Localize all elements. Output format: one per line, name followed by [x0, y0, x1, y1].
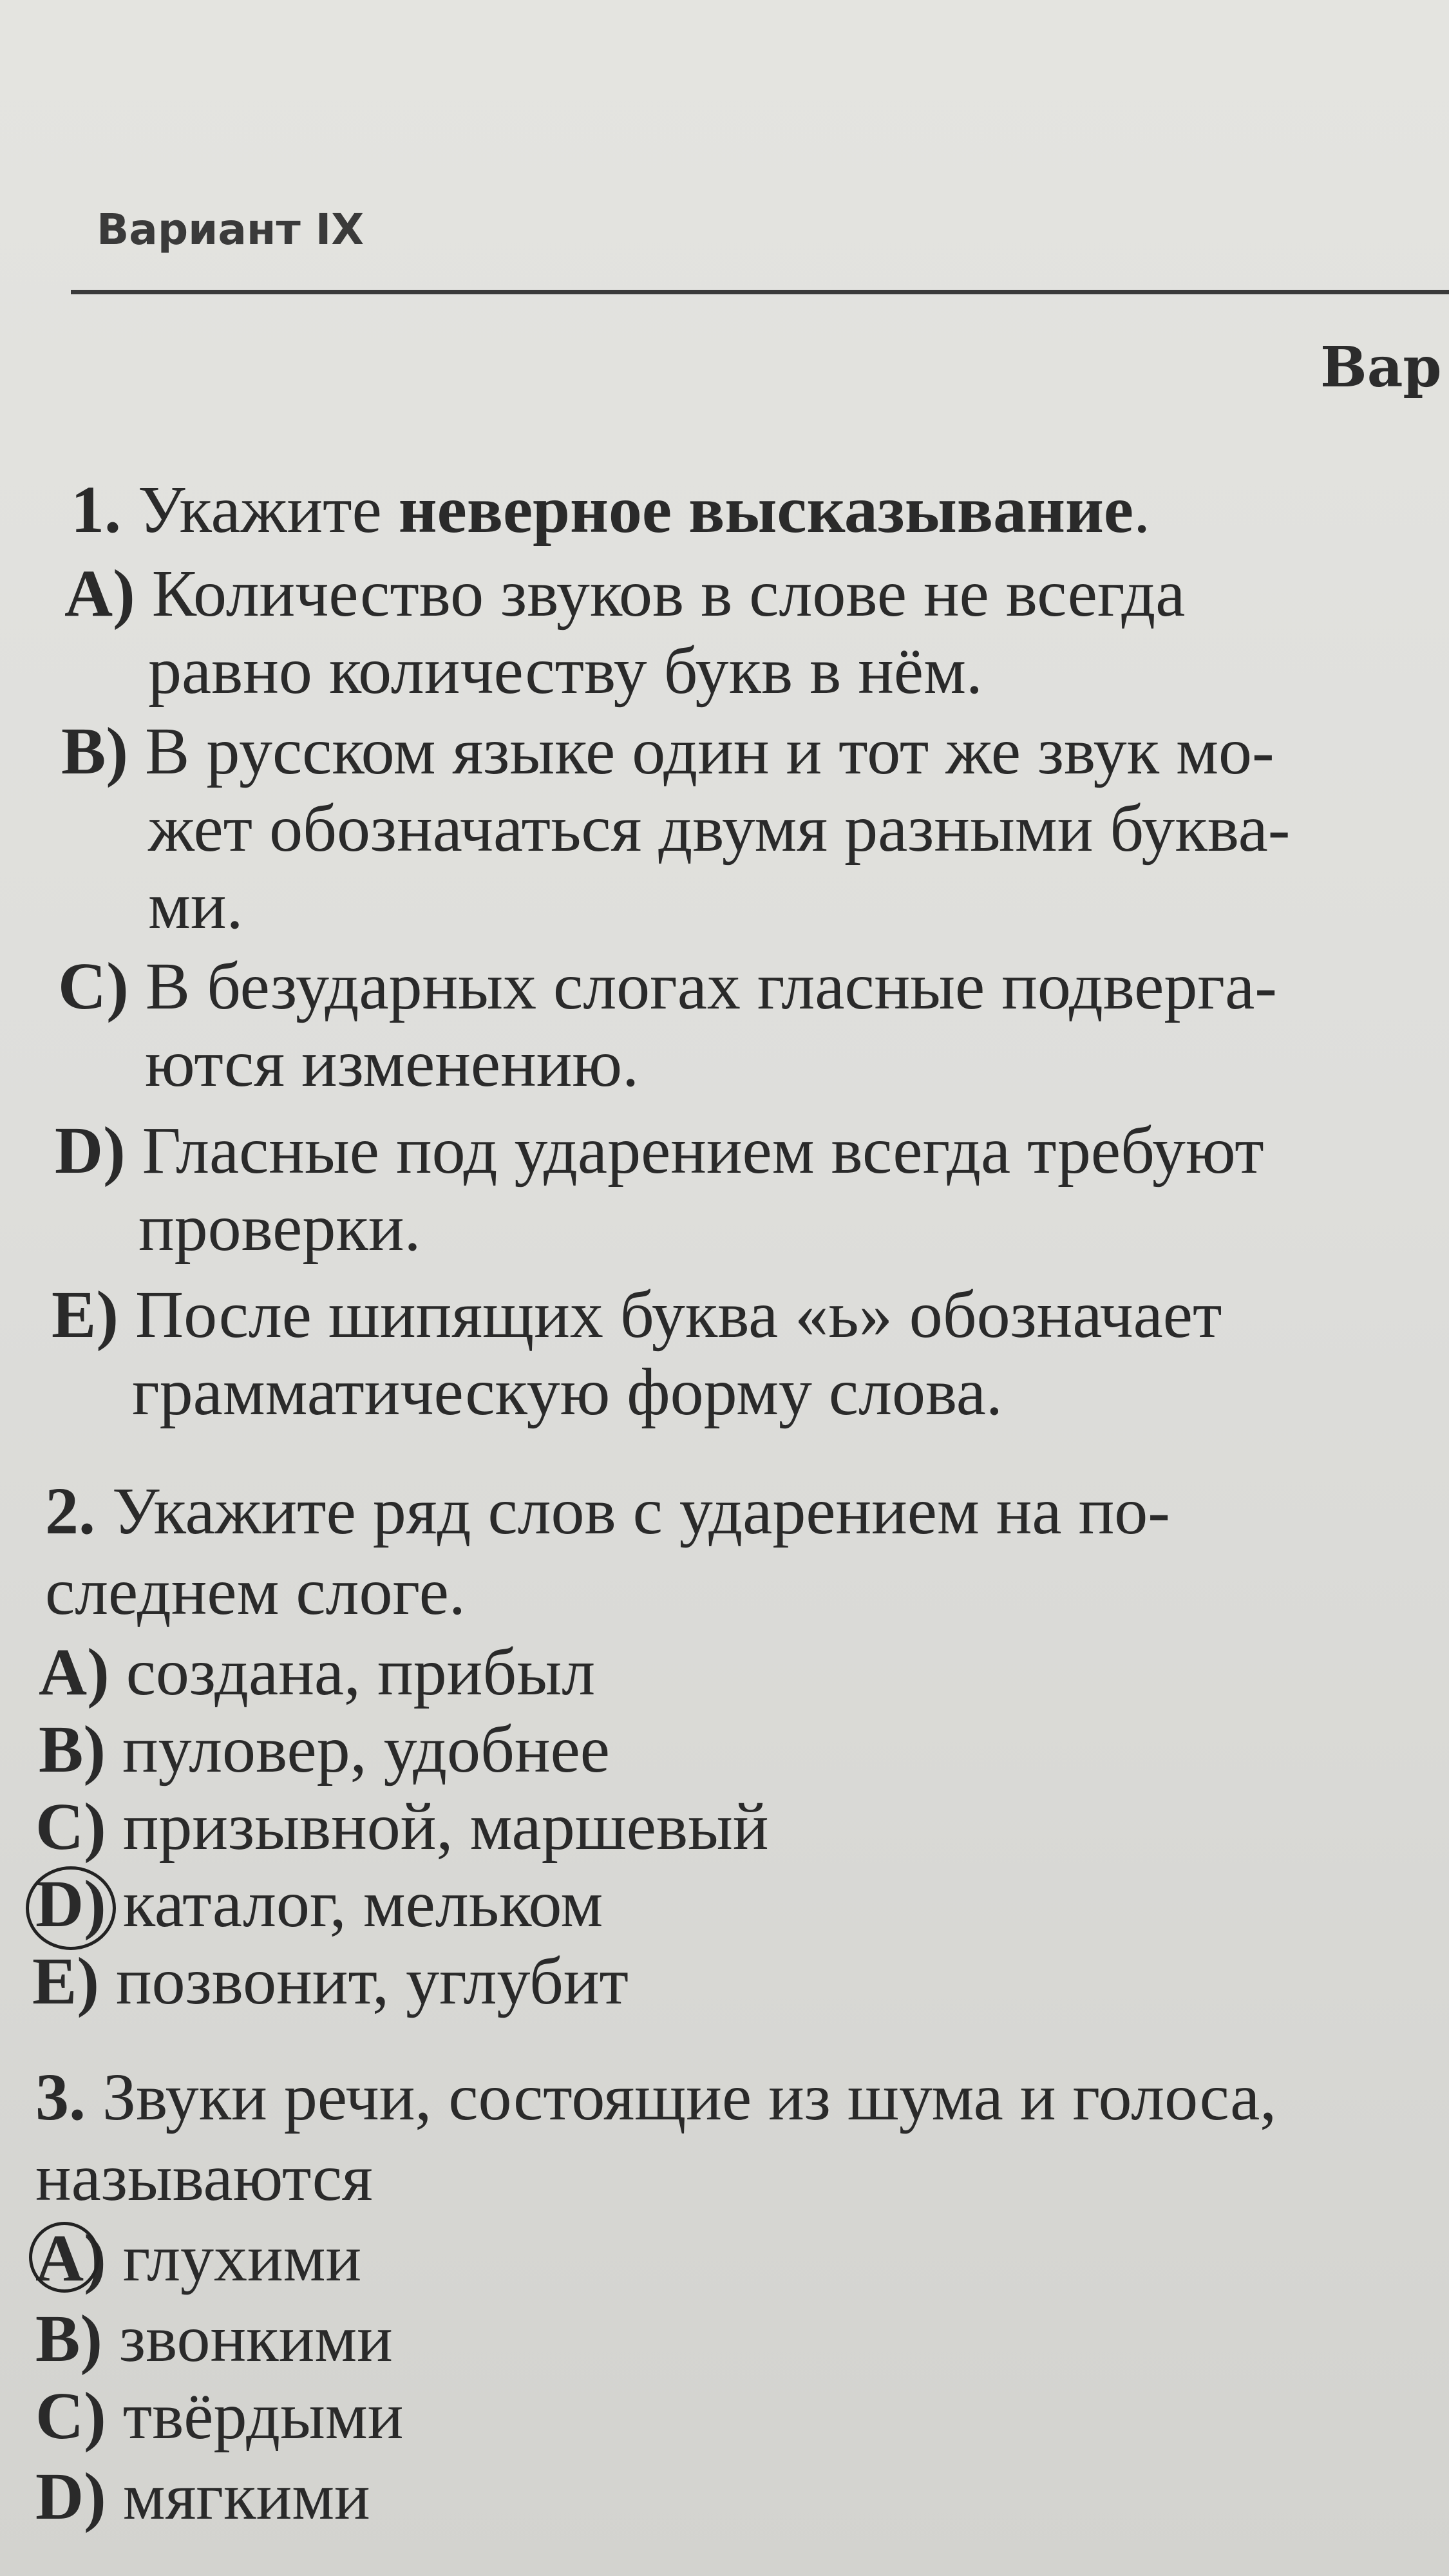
q1-option-e-cont: грамматическую форму слова. [132, 1355, 1003, 1429]
q1-option-a [64, 556, 1186, 630]
q2-option-b-text: пуловер, удобнее [122, 1712, 610, 1786]
q1-option-b-cont: жет обозначаться двумя разными буква- [148, 791, 1291, 866]
q2-option-d-letter: D) [35, 1867, 106, 1941]
q1-option-d [55, 1113, 1264, 1188]
q2-option-c-letter: C) [35, 1790, 106, 1864]
q3-option-c-letter: C) [35, 2379, 106, 2453]
q1-option-c [58, 949, 1277, 1023]
hand-drawn-answer-circle [29, 2222, 100, 2293]
q3-option-d-letter: D) [35, 2459, 106, 2533]
q1-option-b-letter: B) [61, 714, 128, 788]
q1-option-a-letter: A) [64, 556, 135, 630]
q1-option-d-letter: D) [55, 1113, 126, 1188]
q3-option-d [35, 2459, 370, 2533]
q2-option-b [39, 1712, 610, 1786]
q2-option-c-text: призывной, маршевый [122, 1790, 769, 1864]
q1-option-d-cont: проверки. [138, 1191, 421, 1265]
q1-option-c-text: В безударных слогах гласные подверга- [145, 949, 1277, 1023]
q2-option-d-text: каталог, мельком [122, 1867, 603, 1941]
q2-option-e-text: позвонит, углубит [116, 1944, 629, 2018]
q2-prompt-text: Укажите ряд слов с ударением на по- [112, 1474, 1170, 1548]
q2-option-b-letter: B) [39, 1712, 106, 1786]
q1-option-c-letter: C) [58, 949, 129, 1023]
q1-number: 1. [71, 473, 121, 547]
q3-option-d-text: мягкими [122, 2459, 370, 2533]
q1-option-b-cont2: ми. [148, 869, 243, 943]
q3-option-a-letter: A) [35, 2221, 106, 2295]
q3-option-c [35, 2379, 404, 2453]
q3-prompt-text: Звуки речи, состоящие из шума и голоса, [102, 2060, 1277, 2134]
q1-option-b [61, 714, 1274, 788]
q2-option-a-text: создана, прибыл [126, 1635, 596, 1709]
q3-option-a-text: глухими [122, 2221, 362, 2295]
q2-option-a-letter: A) [39, 1635, 109, 1709]
q1-prompt-bold: неверное высказывание [398, 473, 1134, 547]
q3-number: 3. [35, 2060, 86, 2134]
q1-option-a-text: Количество звуков в слове не всегда [151, 556, 1186, 630]
q3-prompt [35, 2060, 1277, 2134]
q3-option-b-letter: B) [35, 2302, 102, 2376]
q2-prompt-cont: следнем слоге. [45, 1555, 466, 1629]
q2-option-e-letter: E) [32, 1944, 99, 2018]
q1-option-e [52, 1278, 1222, 1352]
q1-option-e-text: После шипящих буква «ь» обозначает [135, 1278, 1222, 1352]
q1-prompt-start: Укажите [138, 473, 382, 547]
q1-prompt-end: . [1133, 473, 1151, 547]
q3-option-b-text: звонкими [119, 2302, 393, 2376]
variant-title: Вариант IX [97, 205, 365, 254]
q1-option-b-text: В русском языке один и тот же звук мо- [145, 714, 1274, 788]
variant-title-right-cut: Вар [1320, 335, 1442, 400]
q1-prompt [71, 473, 1151, 547]
q1-option-a-cont: равно количеству букв в нём. [148, 634, 983, 708]
q3-option-b [35, 2302, 393, 2376]
q2-option-e [32, 1944, 629, 2018]
q2-option-d [35, 1867, 603, 1941]
q1-option-e-letter: E) [52, 1278, 118, 1352]
q3-prompt-cont: называются [35, 2141, 373, 2215]
q1-option-d-text: Гласные под ударением всегда требуют [142, 1113, 1264, 1188]
q2-number: 2. [45, 1474, 95, 1548]
q2-prompt [45, 1474, 1170, 1548]
hand-drawn-answer-circle [26, 1866, 116, 1950]
q1-option-c-cont: ются изменению. [145, 1027, 639, 1101]
q2-option-c [35, 1790, 769, 1864]
q2-option-a [39, 1635, 596, 1709]
q3-option-c-text: твёрдыми [122, 2379, 404, 2453]
